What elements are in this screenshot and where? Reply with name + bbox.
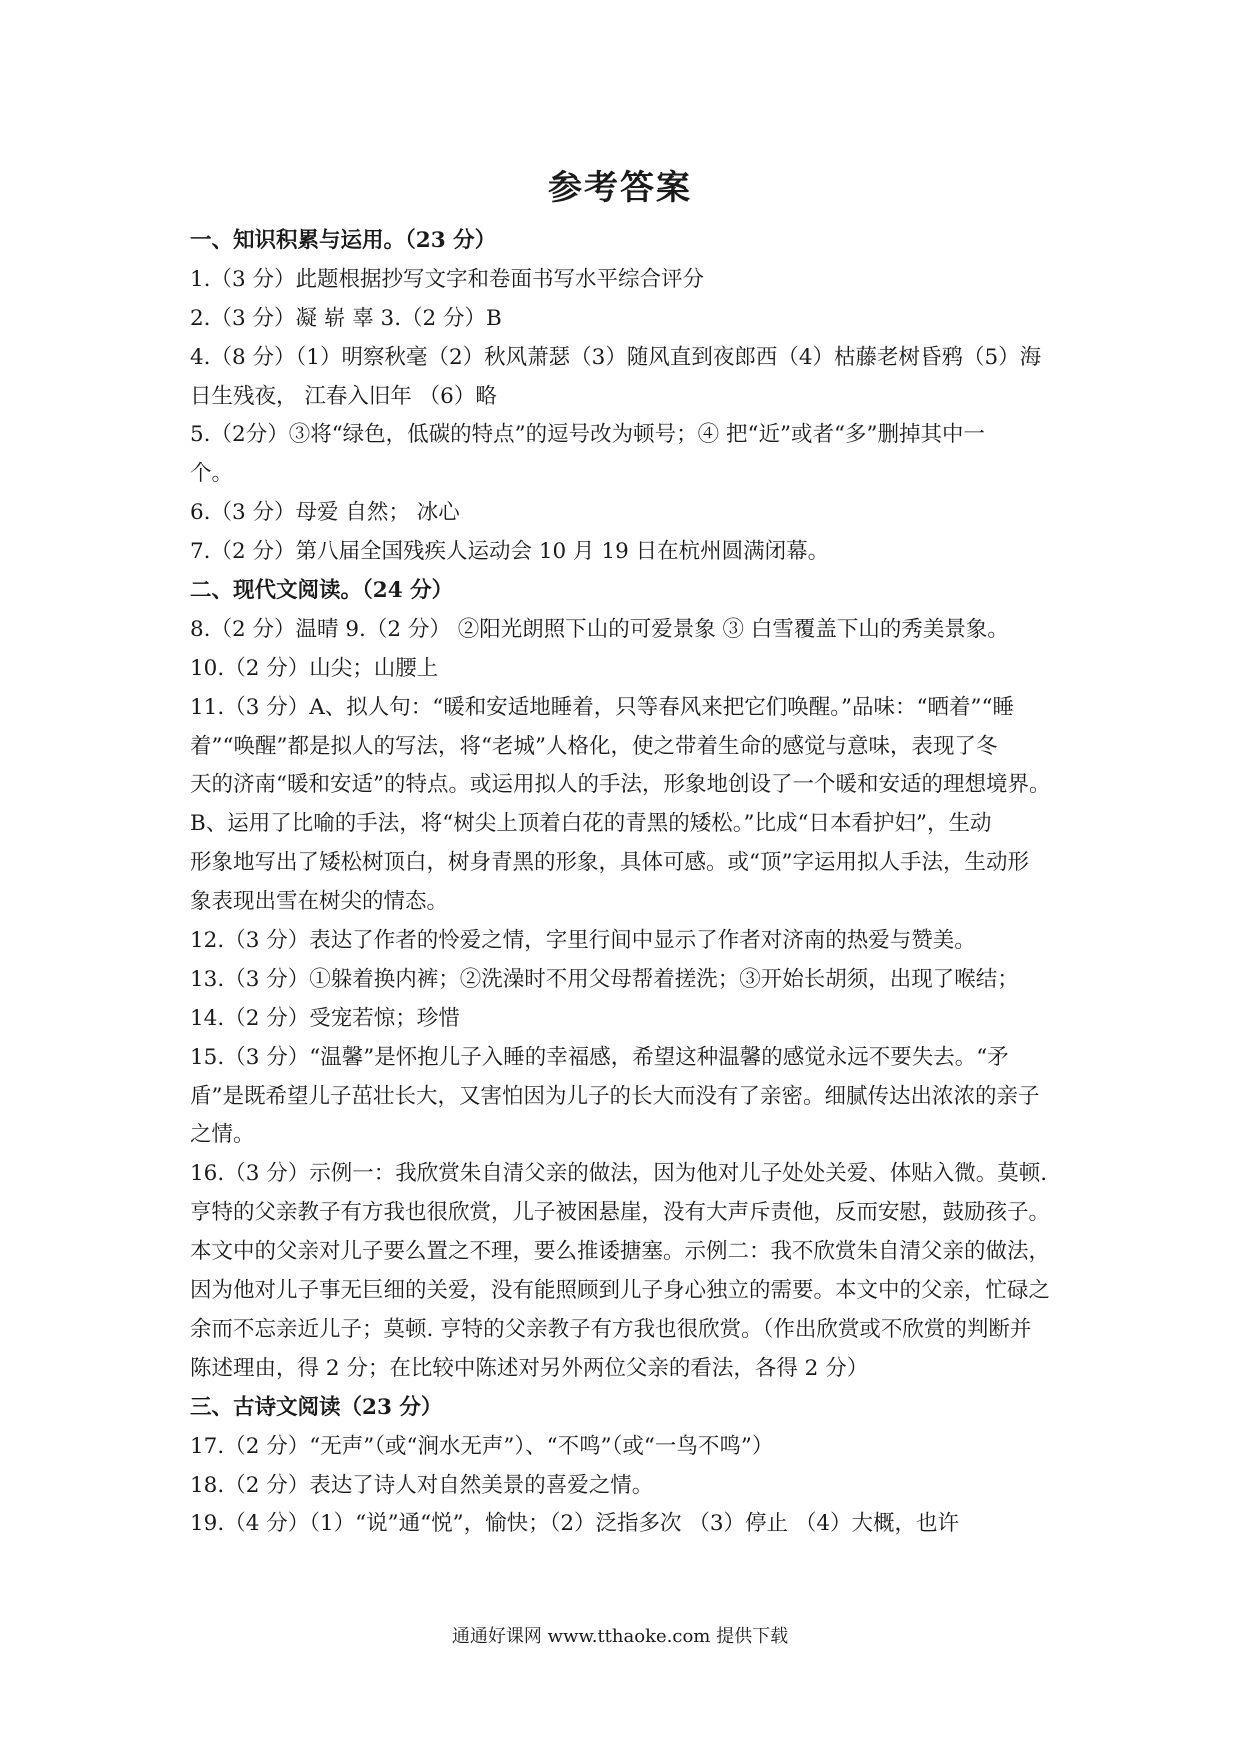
answer-content bbox=[190, 222, 1055, 1544]
answer-line: 因为他对儿子事无巨细的关爱，没有能照顾到儿子身心独立的需要。本文中的父亲，忙碌之 bbox=[190, 1278, 1051, 1304]
answer-line: B、运用了比喻的手法，将“树尖上顶着白花的青黑的矮松。”比成“日本看护妇”，生动 bbox=[190, 811, 992, 837]
answer-line: 象表现出雪在树尖的情态。 bbox=[190, 889, 449, 915]
answer-line: 10.（2 分）山尖；山腰上 bbox=[190, 655, 439, 681]
answer-line: 4.（8 分）（1）明察秋毫（2）秋风萧瑟（3）随风直到夜郎西（4）枯藤老树昏鸦（5）海 bbox=[190, 344, 1042, 370]
answer-line: 11.（3 分）A、拟人句：“暖和安适地睡着，只等春风来把它们唤醒。”品味：“晒着”“睡 bbox=[190, 694, 1014, 720]
answer-line: 陈述理由，得 2 分；在比较中陈述对另外两位父亲的看法，各得 2 分） bbox=[190, 1355, 869, 1381]
answer-line: 形象地写出了矮松树顶白，树身青黑的形象，具体可感。或“顶”字运用拟人手法，生动形 bbox=[190, 850, 1029, 876]
answer-line: 19.（4 分）（1）“说”通“悦”，愉快；（2）泛指多次 （3）停止 （4）大概，也许 bbox=[190, 1511, 960, 1537]
section-heading: 一、知识积累与运用。（23 分） bbox=[190, 228, 497, 253]
answer-line: 本文中的父亲对儿子要么置之不理，要么推诿搪塞。示例二：我不欣赏朱自清父亲的做法， bbox=[190, 1239, 1051, 1265]
answer-line: 日生残夜， 江春入旧年 （6）略 bbox=[190, 383, 497, 409]
answer-line: 亨特的父亲教子有方我也很欣赏，儿子被困悬崖，没有大声斥责他，反而安慰，鼓励孩子。 bbox=[190, 1200, 1051, 1226]
answer-line: 盾”是既希望儿子茁壮长大，又害怕因为儿子的长大而没有了亲密。细腻传达出浓浓的亲子 bbox=[190, 1083, 1040, 1109]
page-footer: 通通好课网 www.tthaoke.com 提供下载 bbox=[451, 1626, 789, 1647]
answer-line: 13.（3 分）①躲着换内裤；②洗澡时不用父母帮着搓洗；③开始长胡须，出现了喉结； bbox=[190, 966, 1019, 992]
answer-line: 18.（2 分）表达了诗人对自然美景的喜爱之情。 bbox=[190, 1472, 654, 1498]
answer-line: 2.（3 分）凝 崭 辜 3.（2 分）B bbox=[190, 305, 502, 331]
answer-line: 7.（2 分）第八届全国残疾人运动会 10 月 19 日在杭州圆满闭幕。 bbox=[190, 539, 830, 565]
answer-line: 余而不忘亲近儿子；莫顿. 亨特的父亲教子有方我也很欣赏。（作出欣赏或不欣赏的判断并 bbox=[190, 1316, 1032, 1342]
answer-line: 着”“唤醒”都是拟人的写法，将“老城”人格化，使之带着生命的感觉与意味，表现了冬 bbox=[190, 733, 998, 759]
answer-line: 15.（3 分）“温馨”是怀抱儿子入睡的幸福感，希望这种温馨的感觉永远不要失去。“矛 bbox=[190, 1044, 1009, 1070]
section-heading: 三、古诗文阅读（23 分） bbox=[190, 1394, 443, 1420]
answer-line: 17.（2 分）“无声”（或“涧水无声”）、“不鸣”（或“一鸟不鸣”） bbox=[190, 1433, 774, 1459]
answer-line: 天的济南“暖和安适”的特点。或运用拟人的手法，形象地创设了一个暖和安适的理想境界。 bbox=[190, 772, 1051, 798]
answer-line: 1.（3 分）此题根据抄写文字和卷面书写水平综合评分 bbox=[190, 266, 705, 292]
answer-line: 8.（2 分）温晴 9.（2 分） ②阳光朗照下山的可爱景象 ③ 白雪覆盖下山的秀美景象。 bbox=[190, 616, 1009, 642]
section-heading: 二、现代文阅读。（24 分） bbox=[190, 578, 454, 604]
answer-line: 12.（3 分）表达了作者的怜爱之情，字里行间中显示了作者对济南的热爱与赞美。 bbox=[190, 928, 976, 954]
page-title: 参考答案 bbox=[548, 168, 692, 208]
answer-line: 16.（3 分）示例一：我欣赏朱自清父亲的做法，因为他对儿子处处关爱、体贴入微。莫顿. bbox=[190, 1161, 1048, 1187]
answer-line: 5.（2分）③将“绿色，低碳的特点”的逗号改为顿号；④ 把“近”或者“多”删掉其中一 bbox=[190, 422, 985, 448]
answer-line: 6.（3 分）母爱 自然； 冰心 bbox=[190, 500, 460, 526]
answer-line: 个。 bbox=[190, 461, 234, 487]
answer-line: 14.（2 分）受宠若惊；珍惜 bbox=[190, 1005, 460, 1031]
answer-line: 之情。 bbox=[190, 1122, 255, 1148]
